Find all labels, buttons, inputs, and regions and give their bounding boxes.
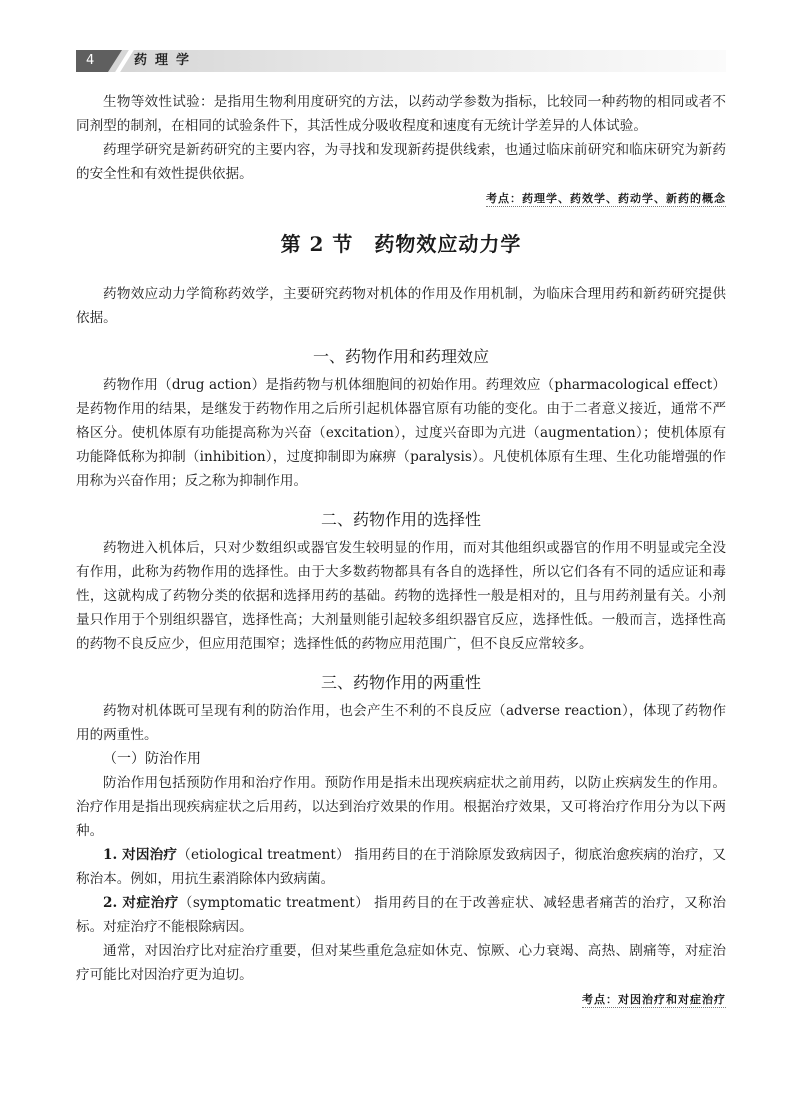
paragraph: 生物等效性试验：是指用生物利用度研究的方法，以药动学参数为指标，比较同一种药物的相同或者不同剂型的制剂，在相同的试验条件下，其活性成分吸收程度和速度有无统计学差异的人体试验。 — [76, 94, 726, 134]
term-symptomatic: 2. 对症治疗 — [103, 895, 179, 911]
keypoint-text: 考点：对因治疗和对症治疗 — [582, 993, 726, 1006]
keypoint-note — [76, 190, 726, 208]
term-etiological: 1. 对因治疗 — [103, 847, 178, 863]
subheading-prevention-treatment: （一）防治作用 — [103, 751, 201, 767]
term-description: （symptomatic treatment） 指用药目的在于改善症状、减轻患者痛苦的治疗，又称治标。对症治疗不能根除病因。 — [76, 895, 726, 935]
page-number: 4 — [76, 50, 108, 72]
heading-duality: 三、药物作用的两重性 — [320, 673, 481, 692]
paragraph: 药物作用（drug action）是指药物与机体细胞间的初始作用。药理效应（pharmacological effect）是药物作用的结果，是继发于药物作用之后所引起机体器官原有功能的变化。由于二者意义接近，通常不严格区分。使机体原有功能提高称为兴奋（excitation），过度兴奋即为亢进（augmentation）；使机体原有功能降低称为抑制（inhibition），过度抑制即为麻痹（paralysis）。凡使机体原有生理、生化功能增强的作用称为兴奋作用；反之称为抑制作用。 — [76, 377, 726, 489]
term-description: （etiological treatment） 指用药目的在于消除原发致病因子，彻底治愈疾病的治疗，又称治本。例如，用抗生素消除体内致病菌。 — [76, 847, 726, 887]
paragraph: 药物对机体既可呈现有利的防治作用，也会产生不利的不良反应（adverse reaction），体现了药物作用的两重性。 — [76, 703, 726, 743]
paragraph: 药理学研究是新药研究的主要内容，为寻找和发现新药提供线索，也通过临床前研究和临床研究为新药的安全性和有效性提供依据。 — [76, 142, 726, 182]
paragraph: 通常，对因治疗比对症治疗重要，但对某些重危急症如休克、惊厥、心力衰竭、高热、剧痛等，对症治疗可能比对因治疗更为迫切。 — [76, 943, 726, 983]
keypoint-note — [76, 991, 726, 1009]
section-intro: 药物效应动力学简称药效学，主要研究药物对机体的作用及作用机制，为临床合理用药和新药研究提供依据。 — [76, 286, 726, 326]
page-content — [76, 90, 726, 1009]
list-item — [76, 843, 726, 891]
paragraph: 防治作用包括预防作用和治疗作用。预防作用是指未出现疾病症状之前用药，以防止疾病发生的作用。治疗作用是指出现疾病症状之后用药，以达到治疗效果的作用。根据治疗效果，又可将治疗作用分为以下两种。 — [76, 775, 726, 839]
book-title: 药理学 — [134, 53, 198, 68]
heading-drug-action: 一、药物作用和药理效应 — [312, 347, 489, 366]
heading-selectivity: 二、药物作用的选择性 — [320, 510, 481, 529]
list-item — [76, 891, 726, 939]
section-title: 第 2 节 药物效应动力学 — [280, 232, 522, 256]
running-header — [76, 50, 726, 72]
keypoint-text: 考点：药理学、药效学、药动学、新药的概念 — [486, 192, 726, 205]
paragraph: 药物进入机体后，只对少数组织或器官发生较明显的作用，而对其他组织或器官的作用不明显或完全没有作用，此称为药物作用的选择性。由于大多数药物都具有各自的选择性，所以它们各有不同的适应证和毒性，这就构成了药物分类的依据和选择用药的基础。药物的选择性一般是相对的，且与用药剂量有关。小剂量只作用于个别组织器官，选择性高；大剂量则能引起较多组织器官反应，选择性低。一般而言，选择性高的药物不良反应少，但应用范围窄；选择性低的药物应用范围广，但不良反应常较多。 — [76, 540, 726, 652]
